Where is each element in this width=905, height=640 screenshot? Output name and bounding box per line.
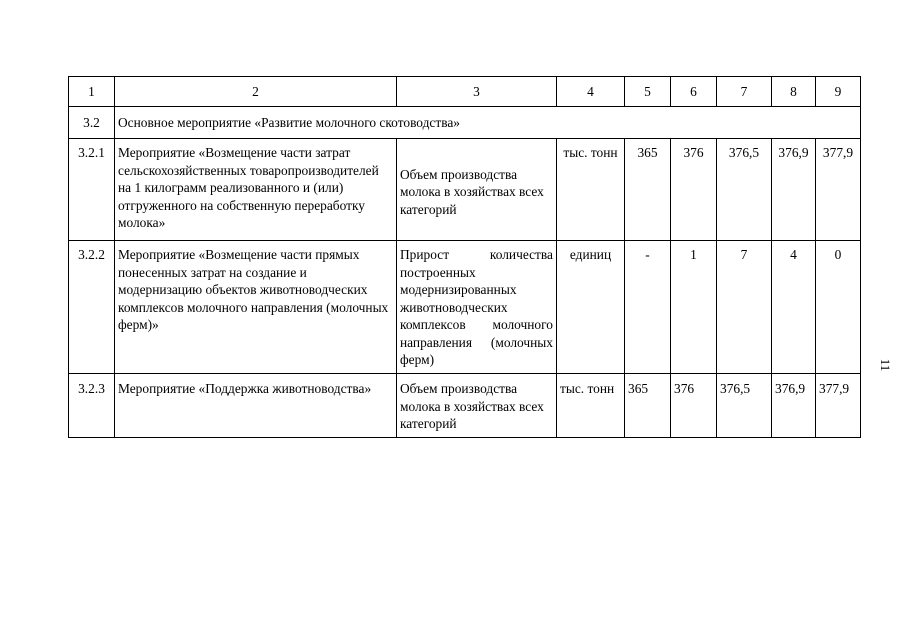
indicator-cell: Объем производства молока в хозяйствах всех категорий [397,374,557,438]
header-cell-1: 1 [69,77,115,107]
header-row [69,77,861,107]
unit-cell: единиц [557,241,625,374]
measure-cell: Мероприятие «Возмещение части прямых понесенных затрат на создание и модернизацию объектов животноводческих комплексов молочного направления (молочных ферм)» [115,241,397,374]
header-cell-6: 6 [671,77,717,107]
section-row [69,107,861,139]
measure-cell: Мероприятие «Возмещение части затрат сельскохозяйственных товаропроизводителей на 1 килограмм реализованного и (или) отгруженного на собственную переработку молока» [115,139,397,241]
value-cell: 376,5 [717,139,772,241]
value-cell: - [625,241,671,374]
header-cell-7: 7 [717,77,772,107]
page-number: 11 [878,358,893,372]
indicator-cell: Объем производства молока в хозяйствах всех категорий [397,139,557,241]
header-cell-2: 2 [115,77,397,107]
section-number: 3.2 [69,107,115,139]
value-cell: 0 [816,241,861,374]
value-cell: 365 [625,374,671,438]
value-cell: 376,5 [717,374,772,438]
value-cell: 377,9 [816,374,861,438]
row-number: 3.2.3 [69,374,115,438]
value-cell: 1 [671,241,717,374]
table-row [69,374,861,438]
value-cell: 376,9 [772,139,816,241]
header-cell-8: 8 [772,77,816,107]
header-cell-9: 9 [816,77,861,107]
table-row [69,241,861,374]
value-cell: 365 [625,139,671,241]
row-number: 3.2.1 [69,139,115,241]
indicator-cell: Прирост количества построенных модернизированных животноводческих комплексов молочного направления (молочных ферм) [397,241,557,374]
header-cell-3: 3 [397,77,557,107]
row-number: 3.2.2 [69,241,115,374]
value-cell: 7 [717,241,772,374]
value-cell: 4 [772,241,816,374]
section-title: Основное мероприятие «Развитие молочного скотоводства» [115,107,861,139]
measure-cell: Мероприятие «Поддержка животноводства» [115,374,397,438]
header-cell-4: 4 [557,77,625,107]
value-cell: 376 [671,374,717,438]
header-cell-5: 5 [625,77,671,107]
program-indicators-table [68,76,861,438]
value-cell: 377,9 [816,139,861,241]
value-cell: 376 [671,139,717,241]
table-row [69,139,861,241]
unit-cell: тыс. тонн [557,374,625,438]
value-cell: 376,9 [772,374,816,438]
unit-cell: тыс. тонн [557,139,625,241]
